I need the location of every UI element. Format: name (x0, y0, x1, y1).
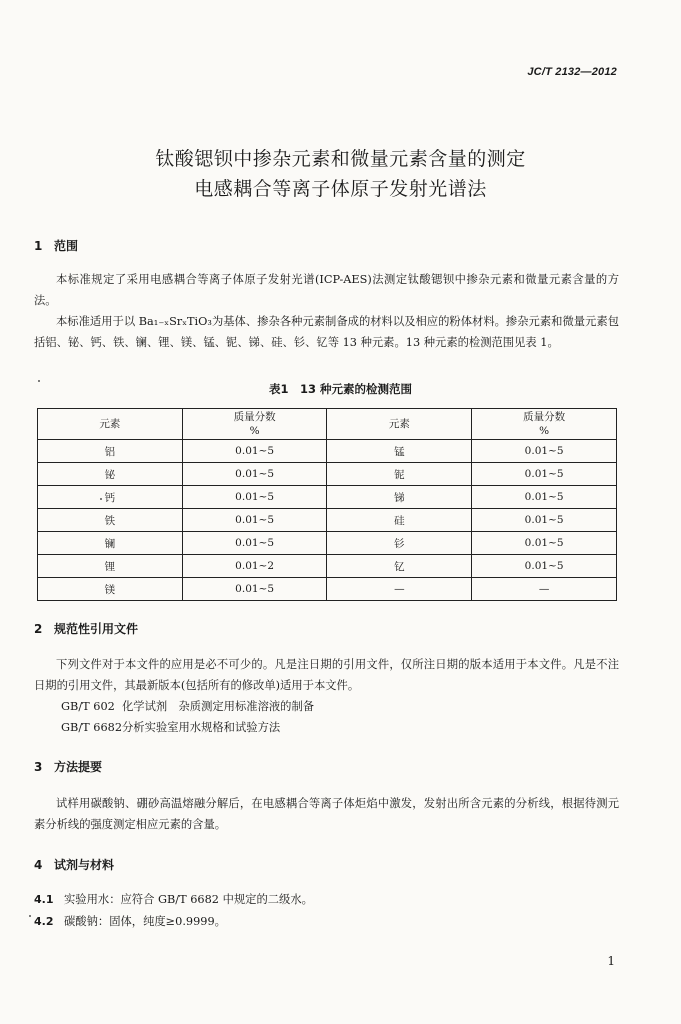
table-cell: — (327, 578, 472, 601)
table-cell: 0.01~5 (472, 486, 617, 509)
table-row (38, 509, 617, 532)
scan-speck (38, 380, 40, 382)
reference-item (61, 719, 280, 735)
section-title: 试剂与材料 (54, 858, 115, 872)
section-title: 规范性引用文件 (54, 622, 139, 636)
subsection-text: 碳酸钠：固体，纯度≥0.9999。 (64, 915, 226, 928)
table-cell: — (472, 578, 617, 601)
table-cell: 0.01~5 (472, 509, 617, 532)
table-cell: 0.01~5 (182, 486, 327, 509)
reference-code: GB/T 6682 (61, 721, 123, 734)
header-element: 元素 (38, 409, 183, 440)
table-cell: 0.01~5 (182, 463, 327, 486)
section-2-heading (34, 620, 138, 637)
table-cell: 0.01~5 (472, 440, 617, 463)
table-cell: 铋 (38, 463, 183, 486)
table-row (38, 578, 617, 601)
section-3-heading (34, 758, 102, 775)
reference-item (61, 698, 314, 714)
section-number: 2 (34, 622, 43, 636)
table-cell: 锑 (327, 486, 472, 509)
table-cell: 锰 (327, 440, 472, 463)
header-element: 元素 (327, 409, 472, 440)
section-1-paragraph-2: 本标准适用于以 Ba₁₋ₓSrₓTiO₃为基体、掺杂各种元素制备成的材料以及相应的粉体材料。掺杂元素和微量元素包括铝、铋、钙、铁、镧、锂、镁、锰、铌、锑、硅、钐、钇等 13 种元素。13 种元素的检测范围见表 1。 (34, 315, 619, 349)
header-mass-fraction: 质量分数 % (472, 409, 617, 440)
table-cell: 0.01~2 (182, 555, 327, 578)
scan-speck (29, 915, 31, 917)
section-number: 3 (34, 760, 43, 774)
table-cell: 铁 (38, 509, 183, 532)
reference-title: 分析实验室用水规格和试验方法 (122, 721, 281, 734)
table-cell: 硅 (327, 509, 472, 532)
subsection-number: 4.2 (34, 915, 54, 928)
table-caption: 表1 13 种元素的检测范围 (268, 382, 412, 396)
reference-code: GB/T 602 (61, 700, 115, 713)
document-title-line2: 电感耦合等离子体原子发射光谱法 (194, 178, 487, 200)
table-cell: 镁 (38, 578, 183, 601)
scan-speck (100, 498, 102, 500)
table-row (38, 532, 617, 555)
section-title: 范围 (54, 239, 79, 253)
page-number: 1 (607, 954, 615, 968)
table-cell: 铌 (327, 463, 472, 486)
section-title: 方法提要 (54, 760, 103, 774)
section-1-heading (34, 237, 78, 254)
table-header-row (38, 409, 617, 440)
detection-range-table (37, 408, 617, 601)
table-cell: 0.01~5 (182, 578, 327, 601)
section-1-paragraph-1: 本标准规定了采用电感耦合等离子体原子发射光谱(ICP-AES)法测定钛酸锶钡中掺杂元素和微量元素含量的方法。 (34, 273, 619, 307)
table-cell: 0.01~5 (472, 532, 617, 555)
table-cell: 钐 (327, 532, 472, 555)
reference-title: 化学试剂 杂质测定用标准溶液的制备 (122, 700, 315, 713)
subsection-text: 实验用水：应符合 GB/T 6682 中规定的二级水。 (64, 893, 313, 906)
table-cell: 0.01~5 (182, 532, 327, 555)
table-row (38, 463, 617, 486)
table-row (38, 486, 617, 509)
subsection-4-2 (34, 913, 226, 929)
subsection-4-1 (34, 891, 313, 907)
subsection-number: 4.1 (34, 893, 54, 906)
table-cell: 钙 (38, 486, 183, 509)
table-cell: 锂 (38, 555, 183, 578)
section-2-paragraph: 下列文件对于本文件的应用是必不可少的。凡是注日期的引用文件，仅所注日期的版本适用于本文件。凡是不注日期的引用文件，其最新版本(包括所有的修改单)适用于本文件。 (34, 658, 619, 692)
table-cell: 0.01~5 (182, 509, 327, 532)
header-mass-fraction: 质量分数 % (182, 409, 327, 440)
section-number: 1 (34, 239, 43, 253)
section-number: 4 (34, 858, 43, 872)
table-cell: 铝 (38, 440, 183, 463)
table-cell: 镧 (38, 532, 183, 555)
standard-code: JC/T 2132—2012 (527, 66, 617, 78)
section-4-heading (34, 856, 114, 873)
document-title-line1: 钛酸锶钡中掺杂元素和微量元素含量的测定 (155, 148, 526, 170)
table-cell: 钇 (327, 555, 472, 578)
table-row (38, 555, 617, 578)
table-cell: 0.01~5 (182, 440, 327, 463)
section-3-paragraph: 试样用碳酸钠、硼砂高温熔融分解后，在电感耦合等离子体炬焰中激发，发射出所含元素的分析线，根据待测元素分析线的强度测定相应元素的含量。 (34, 797, 619, 831)
table-row (38, 440, 617, 463)
table-cell: 0.01~5 (472, 555, 617, 578)
table-cell: 0.01~5 (472, 463, 617, 486)
